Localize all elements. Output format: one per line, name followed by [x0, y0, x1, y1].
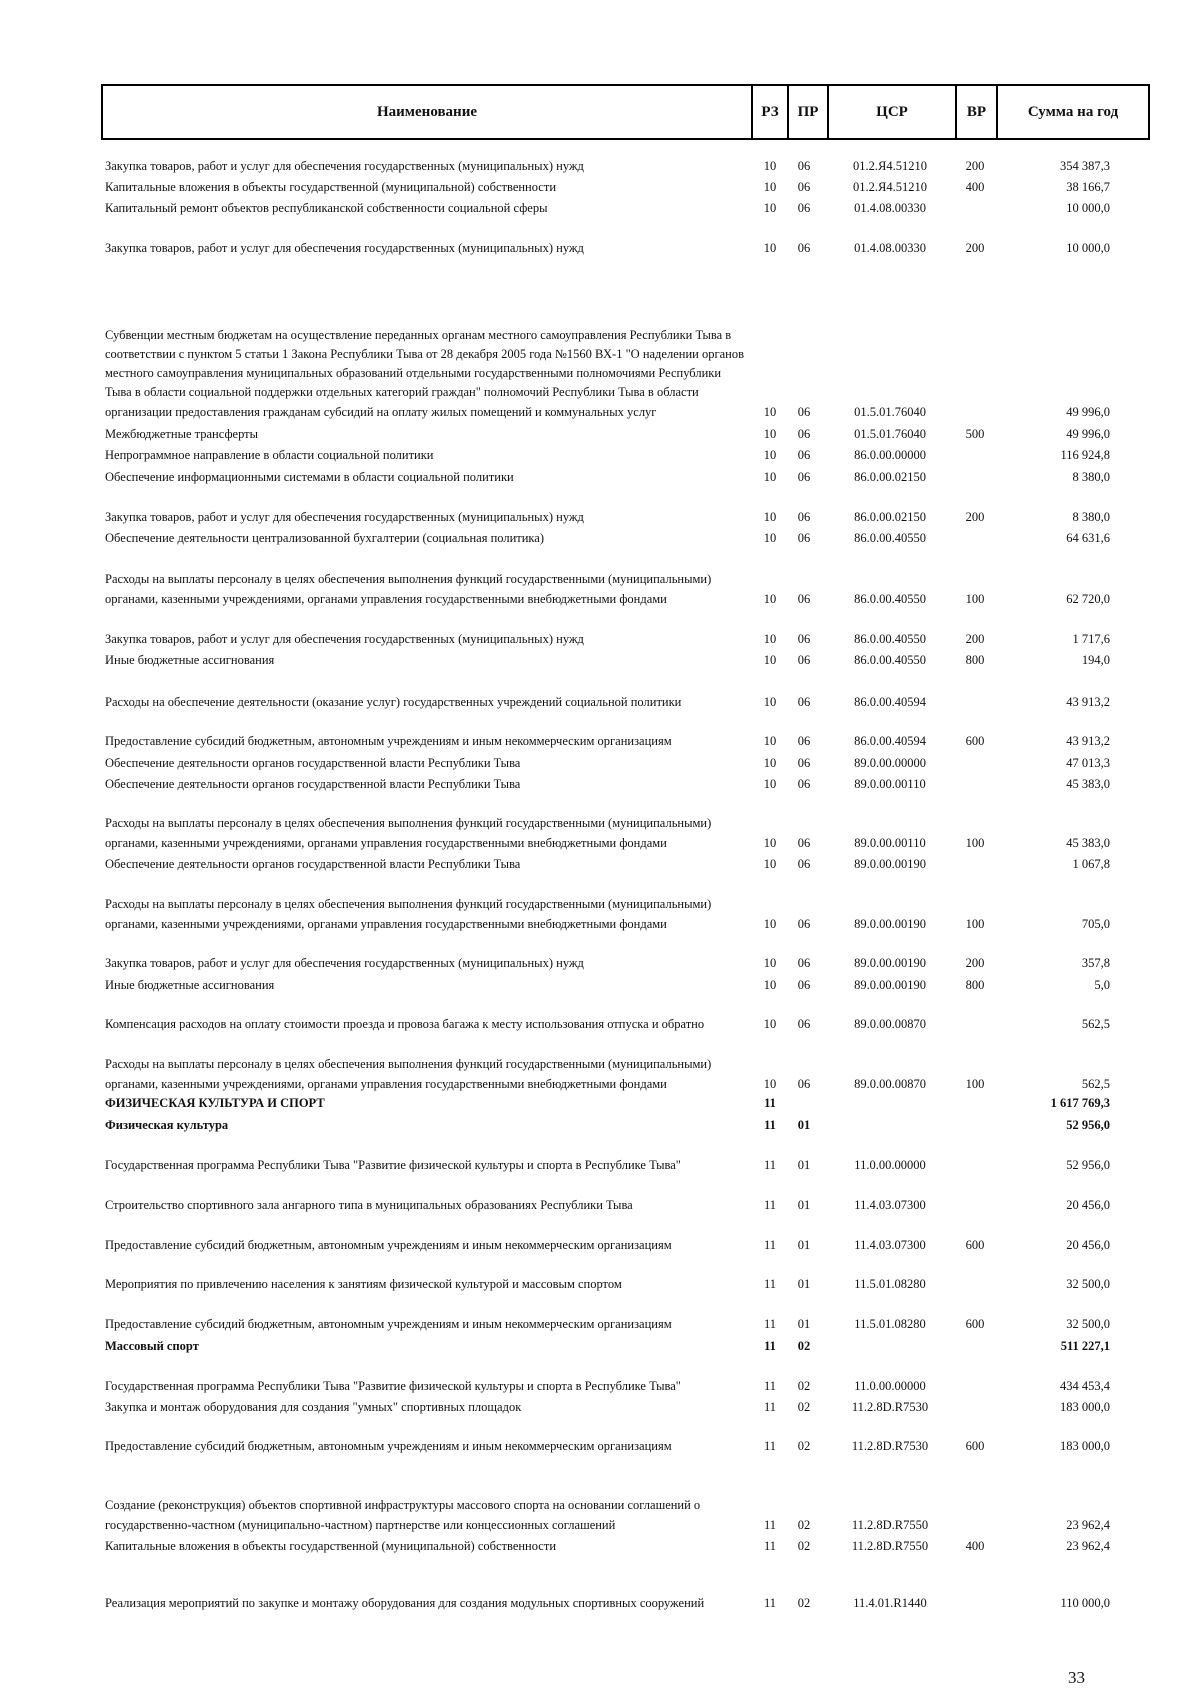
cell-csr: 86.0.00.02150 — [854, 509, 926, 524]
cell-pr: 06 — [797, 694, 811, 709]
cell-csr: 11.2.8D.R7530 — [851, 1438, 929, 1453]
cell-csr: 86.0.00.02150 — [854, 469, 926, 484]
header-rz: РЗ — [753, 86, 789, 138]
cell-sum: 562,5 — [1081, 1016, 1110, 1031]
cell-vr: 600 — [965, 1316, 985, 1331]
cell-rz: 10 — [763, 631, 777, 646]
cell-sum: 194,0 — [1081, 652, 1110, 667]
cell-pr: 06 — [797, 977, 811, 992]
cell-sum: 8 380,0 — [1072, 469, 1110, 484]
cell-csr: 11.2.8D.R7550 — [851, 1538, 929, 1553]
cell-sum: 1 717,6 — [1072, 631, 1110, 646]
cell-name: Предоставление субсидий бюджетным, автономным учреждениям и иным некоммерческим организациям — [105, 733, 672, 748]
cell-sum: 49 996,0 — [1066, 426, 1110, 441]
cell-rz: 10 — [763, 509, 777, 524]
cell-vr: 200 — [965, 240, 985, 255]
cell-name: Обеспечение информационными системами в области социальной политики — [105, 469, 514, 484]
cell-sum: 23 962,4 — [1066, 1517, 1110, 1532]
cell-pr: 06 — [797, 776, 811, 791]
cell-vr: 600 — [965, 1237, 985, 1252]
cell-csr: 11.0.00.00000 — [854, 1378, 926, 1393]
cell-pr: 01 — [797, 1237, 811, 1252]
cell-name: Расходы на выплаты персоналу в целях обеспечения выполнения функций государственными (муниципальными) органами, казенными учреждениями, органами управления государственными внебюджетными фондами — [105, 816, 712, 850]
cell-pr: 06 — [797, 631, 811, 646]
cell-rz: 11 — [764, 1095, 776, 1110]
cell-csr: 89.0.00.00000 — [854, 755, 926, 770]
cell-csr: 89.0.00.00190 — [854, 916, 926, 931]
cell-rz: 10 — [763, 916, 777, 931]
cell-sum: 52 956,0 — [1066, 1117, 1110, 1132]
cell-sum: 45 383,0 — [1066, 776, 1110, 791]
cell-sum: 20 456,0 — [1066, 1197, 1110, 1212]
cell-pr: 06 — [797, 1076, 811, 1091]
cell-rz: 10 — [763, 591, 777, 606]
cell-pr: 02 — [797, 1595, 811, 1610]
cell-pr: 06 — [797, 158, 811, 173]
cell-pr: 06 — [797, 179, 811, 194]
cell-csr: 89.0.00.00190 — [854, 977, 926, 992]
cell-pr: 02 — [797, 1378, 811, 1393]
cell-name: Капитальные вложения в объекты государственной (муниципальной) собственности — [105, 1538, 557, 1553]
cell-pr: 06 — [797, 200, 811, 215]
cell-rz: 11 — [763, 1378, 777, 1393]
cell-pr: 06 — [797, 733, 811, 748]
cell-sum: 511 227,1 — [1060, 1338, 1110, 1353]
cell-rz: 10 — [763, 733, 777, 748]
cell-name: Реализация мероприятий по закупке и монтажу оборудования для создания модульных спортивных сооружений — [105, 1595, 705, 1610]
cell-vr: 200 — [965, 158, 985, 173]
cell-sum: 10 000,0 — [1066, 240, 1110, 255]
cell-pr: 06 — [797, 652, 811, 667]
cell-name: Обеспечение деятельности централизованной бухгалтерии (социальная политика) — [105, 530, 545, 545]
cell-rz: 10 — [763, 694, 777, 709]
cell-sum: 5,0 — [1094, 977, 1110, 992]
cell-name: Закупка товаров, работ и услуг для обеспечения государственных (муниципальных) нужд — [105, 158, 584, 173]
cell-rz: 10 — [763, 179, 777, 194]
cell-rz: 11 — [763, 1517, 777, 1532]
cell-csr: 11.4.01.R1440 — [853, 1595, 927, 1610]
cell-rz: 10 — [763, 426, 777, 441]
cell-csr: 01.4.08.00330 — [854, 200, 926, 215]
cell-name: Массовый спорт — [105, 1338, 199, 1353]
cell-pr: 01 — [797, 1197, 811, 1212]
cell-csr: 86.0.00.40594 — [854, 694, 926, 709]
cell-pr: 06 — [797, 856, 811, 871]
cell-rz: 10 — [763, 776, 777, 791]
cell-vr: 100 — [965, 916, 985, 931]
cell-pr: 02 — [797, 1517, 811, 1532]
cell-csr: 86.0.00.40550 — [854, 530, 926, 545]
cell-pr: 06 — [797, 955, 811, 970]
cell-csr: 89.0.00.00870 — [854, 1016, 926, 1031]
cell-name: Расходы на выплаты персоналу в целях обеспечения выполнения функций государственными (муниципальными) органами, казенными учреждениями, органами управления государственными внебюджетными фондами — [105, 1057, 712, 1091]
cell-name: Субвенции местным бюджетам на осуществление переданных органам местного самоуправления Республики Тыва в соответствии с пунктом 5 статьи 1 Закона Республики Тыва от 28 декабря 2005 года №1560 ВХ-1 "О наделении органов местного самоуправления муниципальных образований отдельными государственными полномочиями Республики Тыва в области социальной поддержки отдельных категорий граждан" полномочий Республики Тыва в области организации предоставления гражданам субсидий на оплату жилых помещений и коммунальных услуг — [105, 327, 744, 419]
cell-csr: 11.5.01.08280 — [854, 1316, 926, 1331]
cell-name: Строительство спортивного зала ангарного типа в муниципальных образованиях Республики Тыва — [105, 1197, 633, 1212]
cell-pr: 06 — [797, 447, 811, 462]
cell-csr: 89.0.00.00870 — [854, 1076, 926, 1091]
cell-csr: 01.5.01.76040 — [854, 404, 926, 419]
cell-csr: 86.0.00.40550 — [854, 652, 926, 667]
cell-rz: 10 — [763, 856, 777, 871]
cell-sum: 47 013,3 — [1066, 755, 1110, 770]
cell-pr: 06 — [797, 240, 811, 255]
cell-sum: 32 500,0 — [1066, 1316, 1110, 1331]
cell-pr: 01 — [797, 1276, 811, 1291]
cell-rz: 10 — [763, 1076, 777, 1091]
cell-sum: 23 962,4 — [1066, 1538, 1110, 1553]
cell-sum: 10 000,0 — [1066, 200, 1110, 215]
cell-rz: 10 — [763, 200, 777, 215]
cell-name: Предоставление субсидий бюджетным, автономным учреждениям и иным некоммерческим организациям — [105, 1237, 672, 1252]
cell-rz: 10 — [763, 1016, 777, 1031]
cell-sum: 62 720,0 — [1066, 591, 1110, 606]
cell-sum: 8 380,0 — [1072, 509, 1110, 524]
cell-csr: 86.0.00.00000 — [854, 447, 926, 462]
cell-sum: 64 631,6 — [1066, 530, 1110, 545]
cell-sum: 562,5 — [1081, 1076, 1110, 1091]
cell-vr: 400 — [965, 179, 985, 194]
cell-pr: 06 — [797, 469, 811, 484]
cell-sum: 110 000,0 — [1060, 1595, 1110, 1610]
cell-vr: 500 — [965, 426, 985, 441]
cell-name: Закупка товаров, работ и услуг для обеспечения государственных (муниципальных) нужд — [105, 240, 584, 255]
cell-csr: 11.5.01.08280 — [854, 1276, 926, 1291]
cell-rz: 10 — [763, 835, 777, 850]
cell-rz: 10 — [763, 158, 777, 173]
cell-pr: 06 — [797, 404, 811, 419]
cell-vr: 800 — [965, 652, 985, 667]
cell-name: Государственная программа Республики Тыва "Развитие физической культуры и спорта в Республике Тыва" — [105, 1378, 681, 1393]
cell-name: Государственная программа Республики Тыва "Развитие физической культуры и спорта в Республике Тыва" — [105, 1157, 681, 1172]
cell-csr: 01.5.01.76040 — [854, 426, 926, 441]
cell-vr: 200 — [965, 955, 985, 970]
cell-name: Расходы на обеспечение деятельности (оказание услуг) государственных учреждений социальной политики — [105, 694, 682, 709]
cell-vr: 200 — [965, 509, 985, 524]
cell-name: Предоставление субсидий бюджетным, автономным учреждениям и иным некоммерческим организациям — [105, 1438, 672, 1453]
cell-csr: 11.2.8D.R7530 — [851, 1399, 929, 1414]
cell-name: Предоставление субсидий бюджетным, автономным учреждениям и иным некоммерческим организациям — [105, 1316, 672, 1331]
cell-pr: 02 — [797, 1438, 811, 1453]
cell-pr: 01 — [797, 1117, 811, 1132]
cell-name: Иные бюджетные ассигнования — [105, 652, 275, 667]
cell-name: Обеспечение деятельности органов государственной власти Республики Тыва — [105, 755, 521, 770]
cell-vr: 600 — [965, 1438, 985, 1453]
cell-rz: 10 — [763, 404, 777, 419]
cell-sum: 52 956,0 — [1066, 1157, 1110, 1172]
header-name: Наименование — [103, 86, 753, 138]
cell-sum: 183 000,0 — [1060, 1438, 1110, 1453]
cell-rz: 11 — [763, 1316, 777, 1331]
cell-sum: 1 067,8 — [1072, 856, 1110, 871]
cell-sum: 32 500,0 — [1066, 1276, 1110, 1291]
cell-pr: 06 — [797, 916, 811, 931]
header-pr: ПР — [789, 86, 829, 138]
cell-name: Иные бюджетные ассигнования — [105, 977, 275, 992]
cell-rz: 10 — [763, 755, 777, 770]
cell-name: Капитальные вложения в объекты государственной (муниципальной) собственности — [105, 179, 557, 194]
cell-csr: 86.0.00.40550 — [854, 591, 926, 606]
cell-name: Закупка товаров, работ и услуг для обеспечения государственных (муниципальных) нужд — [105, 509, 584, 524]
cell-rz: 11 — [763, 1595, 777, 1610]
cell-vr: 800 — [965, 977, 985, 992]
cell-pr: 06 — [797, 530, 811, 545]
cell-vr: 400 — [965, 1538, 985, 1553]
cell-rz: 10 — [763, 530, 777, 545]
cell-name: Закупка товаров, работ и услуг для обеспечения государственных (муниципальных) нужд — [105, 631, 584, 646]
cell-pr: 02 — [797, 1399, 811, 1414]
cell-name: ФИЗИЧЕСКАЯ КУЛЬТУРА И СПОРТ — [105, 1095, 325, 1110]
cell-name: Физическая культура — [105, 1117, 229, 1132]
cell-pr: 02 — [797, 1338, 811, 1353]
cell-sum: 116 924,8 — [1060, 447, 1110, 462]
cell-rz: 11 — [763, 1197, 777, 1212]
cell-name: Мероприятия по привлечению населения к занятиям физической культурой и массовым спортом — [105, 1276, 622, 1291]
cell-sum: 357,8 — [1081, 955, 1110, 970]
cell-vr: 100 — [965, 835, 985, 850]
cell-name: Компенсация расходов на оплату стоимости проезда и провоза багажа к месту использования отпуска и обратно — [105, 1016, 705, 1031]
cell-pr: 06 — [797, 835, 811, 850]
cell-csr: 01.2.Я4.51210 — [853, 158, 927, 173]
cell-rz: 10 — [763, 447, 777, 462]
cell-rz: 11 — [763, 1237, 777, 1252]
cell-csr: 01.4.08.00330 — [854, 240, 926, 255]
page-number: 33 — [1068, 1668, 1085, 1687]
cell-vr: 200 — [965, 631, 985, 646]
cell-sum: 43 913,2 — [1066, 733, 1110, 748]
header-sum: Сумма на год — [1027, 103, 1119, 120]
cell-rz: 10 — [763, 977, 777, 992]
cell-csr: 89.0.00.00110 — [854, 776, 926, 791]
cell-csr: 86.0.00.40594 — [854, 733, 926, 748]
cell-vr: 100 — [965, 591, 985, 606]
cell-rz: 11 — [764, 1117, 776, 1132]
cell-rz: 10 — [763, 240, 777, 255]
header-csr: ЦСР — [829, 86, 957, 138]
cell-sum: 434 453,4 — [1060, 1378, 1110, 1393]
cell-sum: 20 456,0 — [1066, 1237, 1110, 1252]
cell-rz: 10 — [763, 469, 777, 484]
cell-rz: 11 — [763, 1538, 777, 1553]
cell-sum: 38 166,7 — [1066, 179, 1110, 194]
cell-sum: 45 383,0 — [1066, 835, 1110, 850]
cell-pr: 06 — [797, 509, 811, 524]
cell-csr: 11.4.03.07300 — [854, 1237, 926, 1252]
cell-name: Обеспечение деятельности органов государственной власти Республики Тыва — [105, 776, 521, 791]
cell-sum: 43 913,2 — [1066, 694, 1110, 709]
cell-sum: 354 387,3 — [1060, 158, 1110, 173]
cell-pr: 06 — [797, 426, 811, 441]
cell-name: Капитальный ремонт объектов республиканской собственности социальной сферы — [105, 200, 548, 215]
cell-name: Межбюджетные трансферты — [105, 426, 259, 441]
cell-name: Обеспечение деятельности органов государственной власти Республики Тыва — [105, 856, 521, 871]
cell-csr: 86.0.00.40550 — [854, 631, 926, 646]
cell-pr: 06 — [797, 1016, 811, 1031]
cell-name: Непрограммное направление в области социальной политики — [105, 447, 434, 462]
cell-csr: 11.0.00.00000 — [854, 1157, 926, 1172]
cell-name: Расходы на выплаты персоналу в целях обеспечения выполнения функций государственными (муниципальными) органами, казенными учреждениями, органами управления государственными внебюджетными фондами — [105, 897, 712, 931]
cell-rz: 11 — [764, 1338, 776, 1353]
cell-sum: 49 996,0 — [1066, 404, 1110, 419]
cell-pr: 02 — [797, 1538, 811, 1553]
cell-csr: 01.2.Я4.51210 — [853, 179, 927, 194]
cell-csr: 11.2.8D.R7550 — [851, 1517, 929, 1532]
cell-rz: 10 — [763, 652, 777, 667]
cell-rz: 11 — [763, 1157, 777, 1172]
cell-rz: 11 — [763, 1276, 777, 1291]
cell-csr: 11.4.03.07300 — [854, 1197, 926, 1212]
cell-csr: 89.0.00.00190 — [854, 856, 926, 871]
cell-pr: 01 — [797, 1316, 811, 1331]
cell-sum: 1 617 769,3 — [1050, 1095, 1110, 1110]
cell-vr: 600 — [965, 733, 985, 748]
cell-name: Закупка товаров, работ и услуг для обеспечения государственных (муниципальных) нужд — [105, 955, 584, 970]
cell-pr: 06 — [797, 755, 811, 770]
cell-sum: 705,0 — [1081, 916, 1110, 931]
header-vr: ВР — [957, 86, 998, 138]
cell-name: Создание (реконструкция) объектов спортивной инфраструктуры массового спорта на основании соглашений о государственно-частном (муниципально-частном) партнерстве или концессионных соглашений — [105, 1498, 701, 1532]
cell-rz: 10 — [763, 955, 777, 970]
cell-sum: 183 000,0 — [1060, 1399, 1110, 1414]
cell-vr: 100 — [965, 1076, 985, 1091]
cell-pr: 06 — [797, 591, 811, 606]
cell-pr: 01 — [797, 1157, 811, 1172]
cell-rz: 11 — [763, 1438, 777, 1453]
cell-name: Закупка и монтаж оборудования для создания "умных" спортивных площадок — [105, 1399, 522, 1414]
cell-rz: 11 — [763, 1399, 777, 1414]
cell-csr: 89.0.00.00110 — [854, 835, 926, 850]
cell-csr: 89.0.00.00190 — [854, 955, 926, 970]
cell-name: Расходы на выплаты персоналу в целях обеспечения выполнения функций государственными (муниципальными) органами, казенными учреждениями, органами управления государственными внебюджетными фондами — [105, 572, 712, 606]
